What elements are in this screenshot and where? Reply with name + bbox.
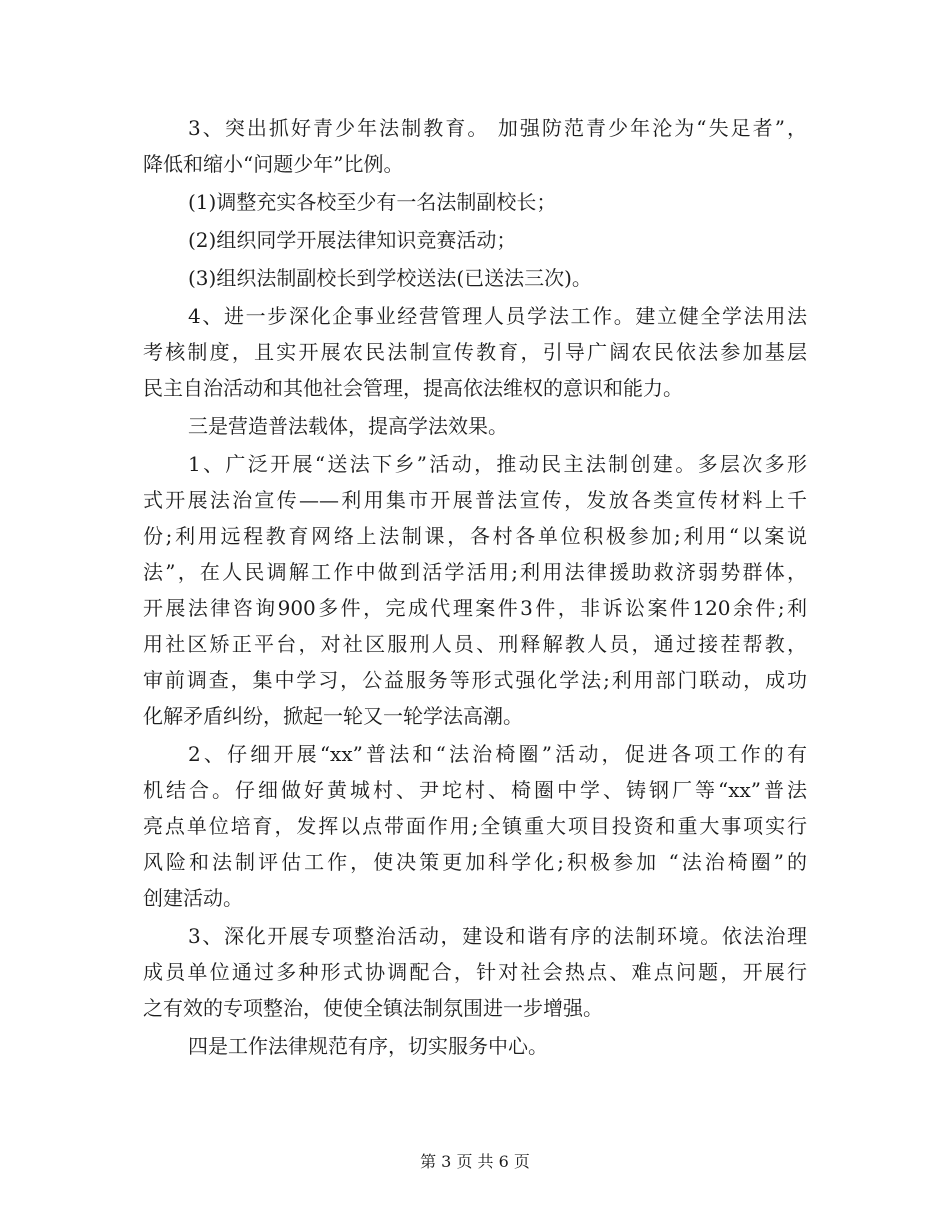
- page-number-footer: 第 3 页 共 6 页: [420, 1152, 530, 1171]
- text-line: 法”，在人民调解工作中做到活学活用;利用法律援助救济弱势群体，: [143, 560, 807, 584]
- text-line: 民主自治活动和其他社会管理，提高依法维权的意识和能力。: [143, 376, 683, 400]
- text-line: 3、突出抓好青少年法制教育。 加强防范青少年沦为“失足者”，: [188, 116, 807, 140]
- text-line: 用社区矫正平台，对社区服刑人员、刑释解教人员，通过接茬帮教，: [143, 632, 807, 656]
- text-line: 3、深化开展专项整治活动，建设和谐有序的法制环境。依法治理: [188, 924, 807, 948]
- text-line: 审前调查，集中学习，公益服务等形式强化学法;利用部门联动，成功: [143, 668, 807, 692]
- text-line: 创建活动。: [143, 886, 243, 910]
- paragraph: [143, 1028, 807, 1064]
- paragraph: [143, 110, 807, 182]
- text-line: 风险和法制评估工作，使决策更加科学化;积极参加 “法治椅圈”的: [143, 850, 807, 874]
- text-line: 三是营造普法载体，提高学法效果。: [188, 414, 508, 438]
- paragraph: [143, 184, 807, 220]
- text-line: 四是工作法律规范有序，切实服务中心。: [188, 1034, 548, 1058]
- text-line: 份;利用远程教育网络上法制课，各村各单位积极参加;利用“以案说: [143, 524, 807, 548]
- text-line: 1、广泛开展“送法下乡”活动，推动民主法制创建。多层次多形: [188, 452, 807, 476]
- text-line: 4、进一步深化企事业经营管理人员学法工作。建立健全学法用法: [188, 304, 807, 328]
- text-line: 之有效的专项整治，使使全镇法制氛围进一步增强。: [143, 996, 603, 1020]
- text-line: 2、仔细开展“xx”普法和“法治椅圈”活动，促进各项工作的有: [188, 742, 807, 766]
- paragraph: [143, 446, 807, 734]
- text-line: (2)组织同学开展法律知识竞赛活动；: [188, 228, 517, 252]
- text-line: 亮点单位培育，发挥以点带面作用;全镇重大项目投资和重大事项实行: [143, 814, 807, 838]
- text-line: 式开展法治宣传——利用集市开展普法宣传，发放各类宣传材料上千: [143, 488, 807, 512]
- paragraph: [143, 260, 807, 296]
- text-line: (3)组织法制副校长到学校送法(已送法三次)。: [188, 266, 592, 290]
- text-line: 成员单位通过多种形式协调配合，针对社会热点、难点问题，开展行: [143, 960, 807, 984]
- text-line: 考核制度，且实开展农民法制宣传教育，引导广阔农民依法参加基层: [143, 340, 807, 364]
- text-line: 降低和缩小“问题少年”比例。: [143, 152, 404, 176]
- paragraph: [143, 408, 807, 444]
- paragraph: [143, 918, 807, 1026]
- text-line: 机结合。仔细做好黄城村、尹坨村、椅圈中学、铸钢厂等“xx”普法: [143, 778, 807, 802]
- text-line: (1)调整充实各校至少有一名法制副校长；: [188, 190, 557, 214]
- document-body: [143, 110, 807, 1066]
- paragraph: [143, 736, 807, 916]
- text-line: 开展法律咨询900多件，完成代理案件3件，非诉讼案件120余件;利: [143, 596, 807, 620]
- text-line: 化解矛盾纠纷，掀起一轮又一轮学法高潮。: [143, 704, 523, 728]
- paragraph: [143, 222, 807, 258]
- paragraph: [143, 298, 807, 406]
